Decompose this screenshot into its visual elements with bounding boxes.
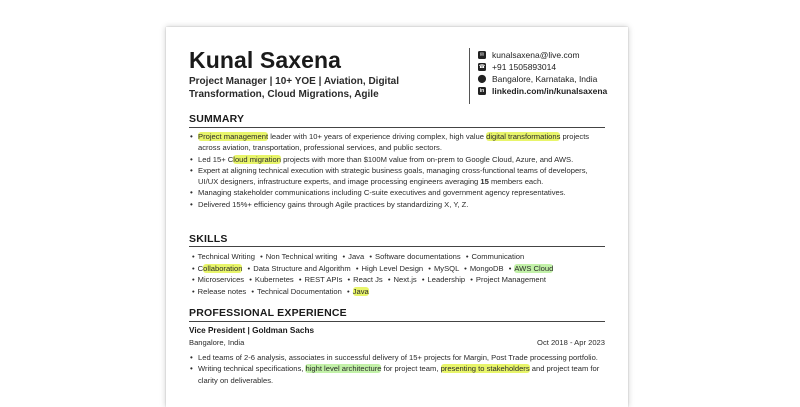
skill-item-highlighted: AWS Cloud <box>514 263 554 273</box>
skills-line-3: • Microservices • Kubernetes • REST APIs • React Js • Next.js • Leadership • Project Management <box>192 275 546 285</box>
summary-bullet-3: • Expert at aligning technical execution with strategic business goals, managing cross-functional teams of developers, UI/UX designers, infrastructure experts, and image processing engineers averaging 15 members each. <box>189 165 607 188</box>
skill-item: Leadership <box>427 275 466 285</box>
contact-phone[interactable]: ☎ +91 1505893014 <box>478 62 557 72</box>
skill-item: Non Technical writing <box>265 252 338 261</box>
job-title: Vice President | Goldman Sachs <box>189 326 314 335</box>
contact-linkedin[interactable]: in linkedin.com/in/kunalsaxena <box>479 86 608 96</box>
experience-bullet-1: • Led teams of 2-6 analysis, associates in successful delivery of 15+ projects for Margin, Post Trade processing portfolio. <box>189 352 607 363</box>
skill-item: Collaboration <box>197 263 243 273</box>
skill-item: Technical Writing <box>197 252 255 261</box>
experience-heading: PROFESSIONAL EXPERIENCE <box>189 307 347 319</box>
phone-icon: ☎ <box>478 64 486 70</box>
experience-rule <box>189 321 605 322</box>
skill-item: Kubernetes <box>254 275 294 285</box>
linkedin-icon: in <box>479 88 485 94</box>
summary-bullet-1: • Project management leader with 10+ years of experience driving complex, high value digital transformations projects across aviation, transportation, professional services, and public sectors. <box>189 131 607 154</box>
resume-page <box>166 27 628 407</box>
skills-line-4: • Release notes • Technical Documentation • Java <box>192 286 369 296</box>
skill-item: REST APIs <box>304 275 343 285</box>
experience-bullet-2: • Writing technical specifications, hight level architecture for project team, presenting to stakeholders and project team for clarity on deliverables. <box>189 363 607 386</box>
skill-item: Data Structure and Algorithm <box>253 263 351 273</box>
skills-rule <box>189 246 605 247</box>
skill-item: Microservices <box>197 275 245 285</box>
job-location: Bangalore, India <box>189 338 245 347</box>
skill-item: Java <box>348 252 365 261</box>
location-icon: ⬤ <box>477 74 487 83</box>
skill-item: High Level Design <box>361 263 424 273</box>
experience-list <box>189 352 607 386</box>
skill-item: Technical Documentation <box>257 286 342 296</box>
contact-block <box>478 49 607 97</box>
highlight: loud migration <box>233 154 281 164</box>
highlight: digital transformations <box>486 132 561 141</box>
summary-bullet-5: • Delivered 15%+ efficiency gains through Agile practices by standardizing X, Y, Z. <box>189 199 607 210</box>
summary-list <box>189 131 607 210</box>
skill-item: Software documentations <box>375 252 461 261</box>
skill-item: Project Management <box>475 275 546 285</box>
contact-location: ⬤ Bangalore, Karnataka, India <box>477 74 598 84</box>
skill-item: MySQL <box>433 263 460 273</box>
candidate-name: Kunal Saxena <box>189 47 342 73</box>
highlight: ollaboration <box>203 263 243 273</box>
skills-line-2: • Collaboration • Data Structure and Algorithm • High Level Design • MySQL • MongoDB • AWS Cloud <box>192 263 554 273</box>
skill-item-highlighted: Java <box>352 286 369 296</box>
job-dates: Oct 2018 - Apr 2023 <box>537 338 605 347</box>
summary-bullet-2: • Led 15+ Cloud migration projects with more than $100M value from on-prem to Google Cloud, Azure, and AWS. <box>189 154 607 165</box>
skills-line-1: • Technical Writing • Non Technical writing • Java • Software documentations • Communication <box>192 252 525 261</box>
skill-item: Communication <box>471 252 525 261</box>
email-icon: ✉ <box>479 52 485 58</box>
skills-heading: SKILLS <box>189 233 228 245</box>
skill-item: MongoDB <box>469 263 504 273</box>
skill-item: React Js <box>353 275 383 285</box>
candidate-headline: Project Manager | 10+ YOE | Aviation, Digital Transformation, Cloud Migrations, Agile <box>189 76 400 100</box>
header-divider <box>469 48 470 104</box>
summary-bullet-4: • Managing stakeholder communications including C-suite executives and government agency representatives. <box>189 187 607 198</box>
summary-rule <box>189 127 605 128</box>
highlight: Project management <box>198 132 269 141</box>
highlight: presenting to stakeholders <box>440 364 530 374</box>
highlight: hight level architecture <box>305 364 382 374</box>
contact-email[interactable]: ✉ kunalsaxena@live.com <box>479 50 580 60</box>
skill-item: Release notes <box>197 286 247 296</box>
summary-heading: SUMMARY <box>189 113 245 125</box>
skill-item: Next.js <box>393 275 417 285</box>
skills-list <box>189 251 607 297</box>
